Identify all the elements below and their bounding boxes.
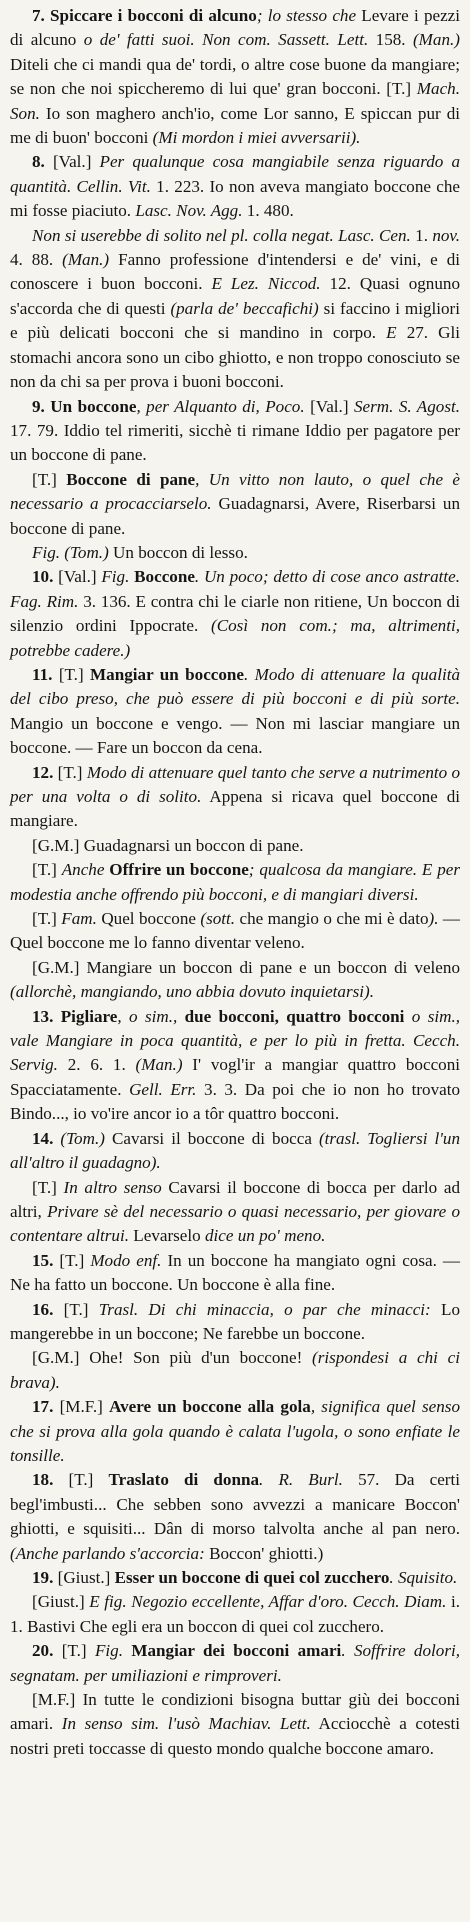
entry-text: [M.F.] [53, 1397, 110, 1417]
entry-text: Diteli che ci mandi qua de' tordi, o altre cose buone da mangiare; se non che noi spiccheremo di lui que' gran bocconi. [T.] [10, 54, 460, 99]
dictionary-entry [10, 907, 460, 956]
italic-text: , o sim., [117, 1006, 178, 1026]
dictionary-entry [10, 1468, 460, 1566]
headword-text: 15. [32, 1250, 54, 1270]
entry-text: [Val.] [44, 152, 100, 172]
dictionary-entry [10, 468, 460, 541]
italic-text: Mach. Son. [10, 79, 460, 123]
dictionary-entry [10, 565, 460, 663]
entry-text: Levare i pezzi di alcuno [10, 6, 461, 50]
italic-text: (Così non com.; ma, altrimenti, potrebbe cadere.) [10, 616, 460, 660]
entry-text: [T.] [53, 1470, 109, 1490]
entry-text: 2. 6. 1. [57, 1055, 136, 1075]
entry-text: 17. 79. Iddio tel rimeriti, sicchè ti rimane Iddio per pagatore per un boccone di pane. [10, 420, 460, 465]
italic-text: In altro senso [63, 1177, 162, 1197]
italic-text: un po' meno. [237, 1226, 326, 1246]
headword-text: 19. [32, 1568, 54, 1587]
headword-text: 9. Un boccone [32, 396, 137, 416]
italic-text: E [386, 323, 397, 343]
entry-text: Fanno professione d'intendersi e de' vini, e di conoscere i buon bocconi. [10, 250, 460, 294]
headword-text: due bocconi, quattro bocconi [184, 1006, 405, 1026]
headword-text: Boccone di pane [66, 469, 196, 489]
entry-text: 1. 480. [242, 201, 294, 221]
entry-text: [T.] [32, 469, 67, 489]
entry-text: i. 1. Bastivi Che egli era un boccon di quei col zucchero. [10, 1592, 460, 1636]
entry-text: 1. 223. Io non aveva mangiato boccone che mi fosse piaciuto. [10, 176, 460, 221]
dictionary-entry [10, 541, 460, 565]
entry-text: [G.M.] Ohe! Son più d'un boccone! [32, 1348, 313, 1368]
headword-text: 18. [32, 1470, 54, 1490]
entry-text: — Quel boccone me lo fanno diventar veleno. [10, 909, 461, 953]
entry-text: si faccino i migliori e più delicati bocconi che si mandino in corpo. [10, 298, 460, 343]
italic-text: Non si userebbe di solito nel pl. colla negat. Lasc. Cen. [32, 225, 411, 245]
headword-text: Esser un boccone di quei col zucchero [114, 1568, 390, 1587]
entry-text: 12. Quasi ognuno s'accorda che di questi [10, 274, 460, 318]
italic-text: Fig. [101, 567, 130, 587]
entry-text: 1. [410, 225, 433, 245]
headword-text: 20. [32, 1641, 54, 1661]
headword-text: 16. [32, 1299, 54, 1319]
entry-text: [T.] [52, 664, 91, 684]
entry-text: Mangio un boccone e vengo. — Non mi lasciar mangiare un boccone. — Fare un boccon da cena. [10, 713, 460, 758]
entry-text: 4. 88. [10, 250, 63, 270]
dictionary-entry [10, 1566, 460, 1590]
dictionary-entry [10, 1590, 460, 1639]
entry-text: Cavarsi il boccone di bocca [104, 1128, 319, 1148]
dictionary-entry [10, 1639, 460, 1688]
italic-text: Modo di attenuare quel tanto che serve a nutrimento o per una volta o di solito. [10, 762, 460, 806]
entry-text: che mangio o che mi è dato [235, 909, 429, 929]
entry-text: Acciocchè a cotesti nostri preti toccasse di questo mondo qualche boccone amaro. [10, 1714, 460, 1758]
dictionary-entry [10, 1346, 460, 1395]
entry-text: 27. Gli stomachi ancora sono un cibo ghiotto, e non troppo conosciuto se non da chi sa per prova i buoni bocconi. [10, 323, 460, 392]
dictionary-entry [10, 1127, 460, 1176]
entry-text: 3. 136. E contra chi le ciarle non ritiene, Un boccon di silenzio ordini Ippocrate. [10, 591, 460, 636]
italic-text: (sott. [200, 909, 236, 929]
dictionary-entry [10, 1005, 460, 1127]
entry-text: [T.] [53, 1641, 95, 1661]
entry-text: [T.] [53, 762, 87, 782]
dictionary-entry [10, 1249, 460, 1298]
dictionary-entry [10, 663, 460, 761]
entry-text: [M.F.] In tutte le condizioni bisogna buttar giù dei bocconi amari. [10, 1690, 460, 1734]
entry-text: Boccon' ghiotti.) [204, 1543, 324, 1563]
dictionary-entry [10, 956, 460, 1005]
italic-text: Serm. S. Agost. [353, 396, 460, 416]
headword-text: Mangiar dei bocconi amari [131, 1641, 342, 1661]
entry-text: Quel boccone [96, 909, 201, 929]
entry-text: [T.] [32, 1177, 64, 1197]
italic-text: . Modo di attenuare la qualità del cibo preso, che può essere di più bocconi e di più sorte. [10, 664, 460, 709]
italic-text: ). [428, 909, 439, 929]
italic-text: o sim., vale Mangiare in poca quantità, e per lo più in fretta. Cecch. Servig. [10, 1006, 461, 1075]
dictionary-entry [10, 761, 460, 834]
entry-text: [Val.] [53, 567, 102, 587]
entry-text: [G.M.] Mangiare un boccon di pane e un boccon di veleno [32, 957, 460, 977]
italic-text: Modo enf. [90, 1250, 162, 1270]
italic-text: E fig. Negozio eccellente, Affar d'oro. Cecch. Diam. [89, 1592, 447, 1612]
italic-text: , significa quel senso che si prova alla gola quando è calata l'ugola, o sono enfiate le tonsille. [10, 1397, 460, 1465]
italic-text: (rispondesi a chi ci brava). [10, 1348, 461, 1392]
italic-text: (allorchè, mangiando, uno abbia dovuto inquietarsi). [10, 982, 375, 1002]
italic-text: (Mi mordon i miei avversarii). [152, 128, 361, 148]
italic-text: . R. Burl. [259, 1470, 343, 1490]
italic-text: (parla de' beccafichi) [170, 298, 319, 318]
headword-text: 12. [32, 762, 54, 782]
entry-text: [Val.] [304, 396, 354, 416]
entry-text: In un boccone ha mangiato ogni cosa. — Ne ha fatto un boccone. Un boccone è alla fine. [10, 1250, 460, 1295]
italic-text: (Tom.) [60, 1128, 105, 1148]
entry-text: Un boccon di lesso. [108, 542, 248, 562]
entry-text: [T.] [53, 1299, 99, 1319]
headword-text: 11. [32, 664, 53, 684]
headword-text: 7. Spiccare i bocconi di alcuno [32, 6, 257, 25]
italic-text: In senso sim. l'usò Machiav. Lett. [61, 1714, 311, 1734]
italic-text: Gell. Err. [129, 1079, 197, 1099]
italic-text: . Soffrire dolori, segnatam. per umiliazioni e rimproveri. [10, 1641, 460, 1685]
italic-text: ; lo stesso che [256, 6, 357, 25]
dictionary-entry [10, 395, 460, 468]
italic-text: (Anche parlando s'accorcia: [10, 1543, 205, 1563]
headword-text: Traslato di donna [108, 1470, 260, 1490]
italic-text: Trasl. Di chi minaccia, o par che minacci: [98, 1299, 431, 1319]
headword-text: 17. [32, 1397, 54, 1417]
italic-text: nov. [432, 225, 460, 245]
headword-text: 8. [32, 152, 45, 172]
entry-text: [Giust.] [53, 1568, 115, 1587]
entry-text: Io son maghero anch'io, come Lor sanno, E spiccan pur di me di buon' bocconi [10, 103, 460, 148]
entry-text: 158. [368, 30, 413, 50]
dictionary-entry [10, 858, 460, 907]
entry-text [177, 1007, 184, 1026]
italic-text: ; qualcosa da mangiare. E per modestia anche offrendo più bocconi, e di mangiari diversi. [10, 860, 461, 904]
italic-text: Anche [61, 860, 105, 880]
entry-text: Guadagnarsi, Avere, Riserbarsi un boccone di pane. [10, 494, 460, 538]
dictionary-entry [10, 1298, 460, 1347]
entry-text: Appena si ricava quel boccone di mangiare. [10, 787, 460, 831]
headword-text: 13. Pigliare [32, 1006, 118, 1026]
italic-text: (Man.) [135, 1055, 183, 1075]
headword-text: Offrire un boccone [109, 860, 249, 880]
italic-text: (Man.) [412, 30, 460, 50]
headword-text: Avere un boccone alla gola [109, 1397, 311, 1417]
headword-text: 14. [32, 1128, 54, 1148]
entry-text: I' vogl'ir a mangiar quattro bocconi Spacciatamente. [10, 1055, 460, 1099]
headword-text: Mangiar un boccone [90, 664, 245, 684]
entry-text: [G.M.] Guadagnarsi un boccon di pane. [32, 835, 304, 855]
entry-text: [T.] [32, 860, 62, 880]
italic-text: Fam. [61, 909, 97, 929]
entry-text: Levarselo [129, 1226, 205, 1246]
italic-text: E Lez. Niccod. [211, 274, 321, 294]
entry-text: [T.] [32, 909, 62, 929]
italic-text: Fig. [94, 1641, 123, 1661]
italic-text: Per qualunque cosa mangiabile senza riguardo a quantità. Cellin. Vit. [10, 152, 460, 196]
italic-text: , per Alquanto di, Poco. [136, 396, 305, 416]
entry-text: 3. 3. Da poi che io non ho trovato Bindo..., io vo'ire ancor io a tôr quattro bocconi. [10, 1079, 460, 1124]
dictionary-entry [10, 834, 460, 858]
italic-text: o de' fatti suoi. Non com. Sassett. Lett. [83, 30, 369, 50]
dictionary-entry [10, 4, 460, 150]
entry-text: [Giust.] [32, 1592, 90, 1612]
italic-text: Fig. (Tom.) [32, 542, 109, 562]
dictionary-entry [10, 1395, 460, 1468]
italic-text: (trasl. Togliersi l'un all'altro il guadagno). [10, 1128, 461, 1173]
dictionary-entry [10, 1688, 460, 1761]
entry-text: Lo mangerebbe in un boccone; Ne farebbe un boccone. [10, 1299, 460, 1343]
headword-text: 10. [32, 567, 54, 587]
headword-text: Boccone [134, 567, 195, 587]
italic-text: . Squisito. [389, 1568, 458, 1587]
dictionary-entry [10, 224, 460, 395]
italic-text: , Un vitto non lauto, o quel che è necessario a procacciarselo. [10, 469, 461, 514]
italic-text: Lasc. Nov. Agg. [135, 201, 243, 221]
entry-text: Cavarsi il boccone di bocca per darlo ad altri, [10, 1177, 460, 1221]
italic-text: . Un poco; detto di cose anco astratte. Fag. Rim. [10, 567, 460, 611]
italic-text: (Man.) [62, 250, 110, 270]
entry-text: 57. Da certi begl'imbusti... Che sebben sono avvezzi a manicare Boccon' ghiotti, e squisiti... Dân di morso talvolta anche al pan nero. [10, 1470, 460, 1539]
italic-text: Privare sè del necessario o quasi necessario, per giovare o contentare altrui. [10, 1201, 460, 1246]
entry-text: [T.] [53, 1250, 91, 1270]
dictionary-entry [10, 150, 460, 223]
italic-text: dice [204, 1226, 234, 1246]
dictionary-entry [10, 1176, 460, 1249]
